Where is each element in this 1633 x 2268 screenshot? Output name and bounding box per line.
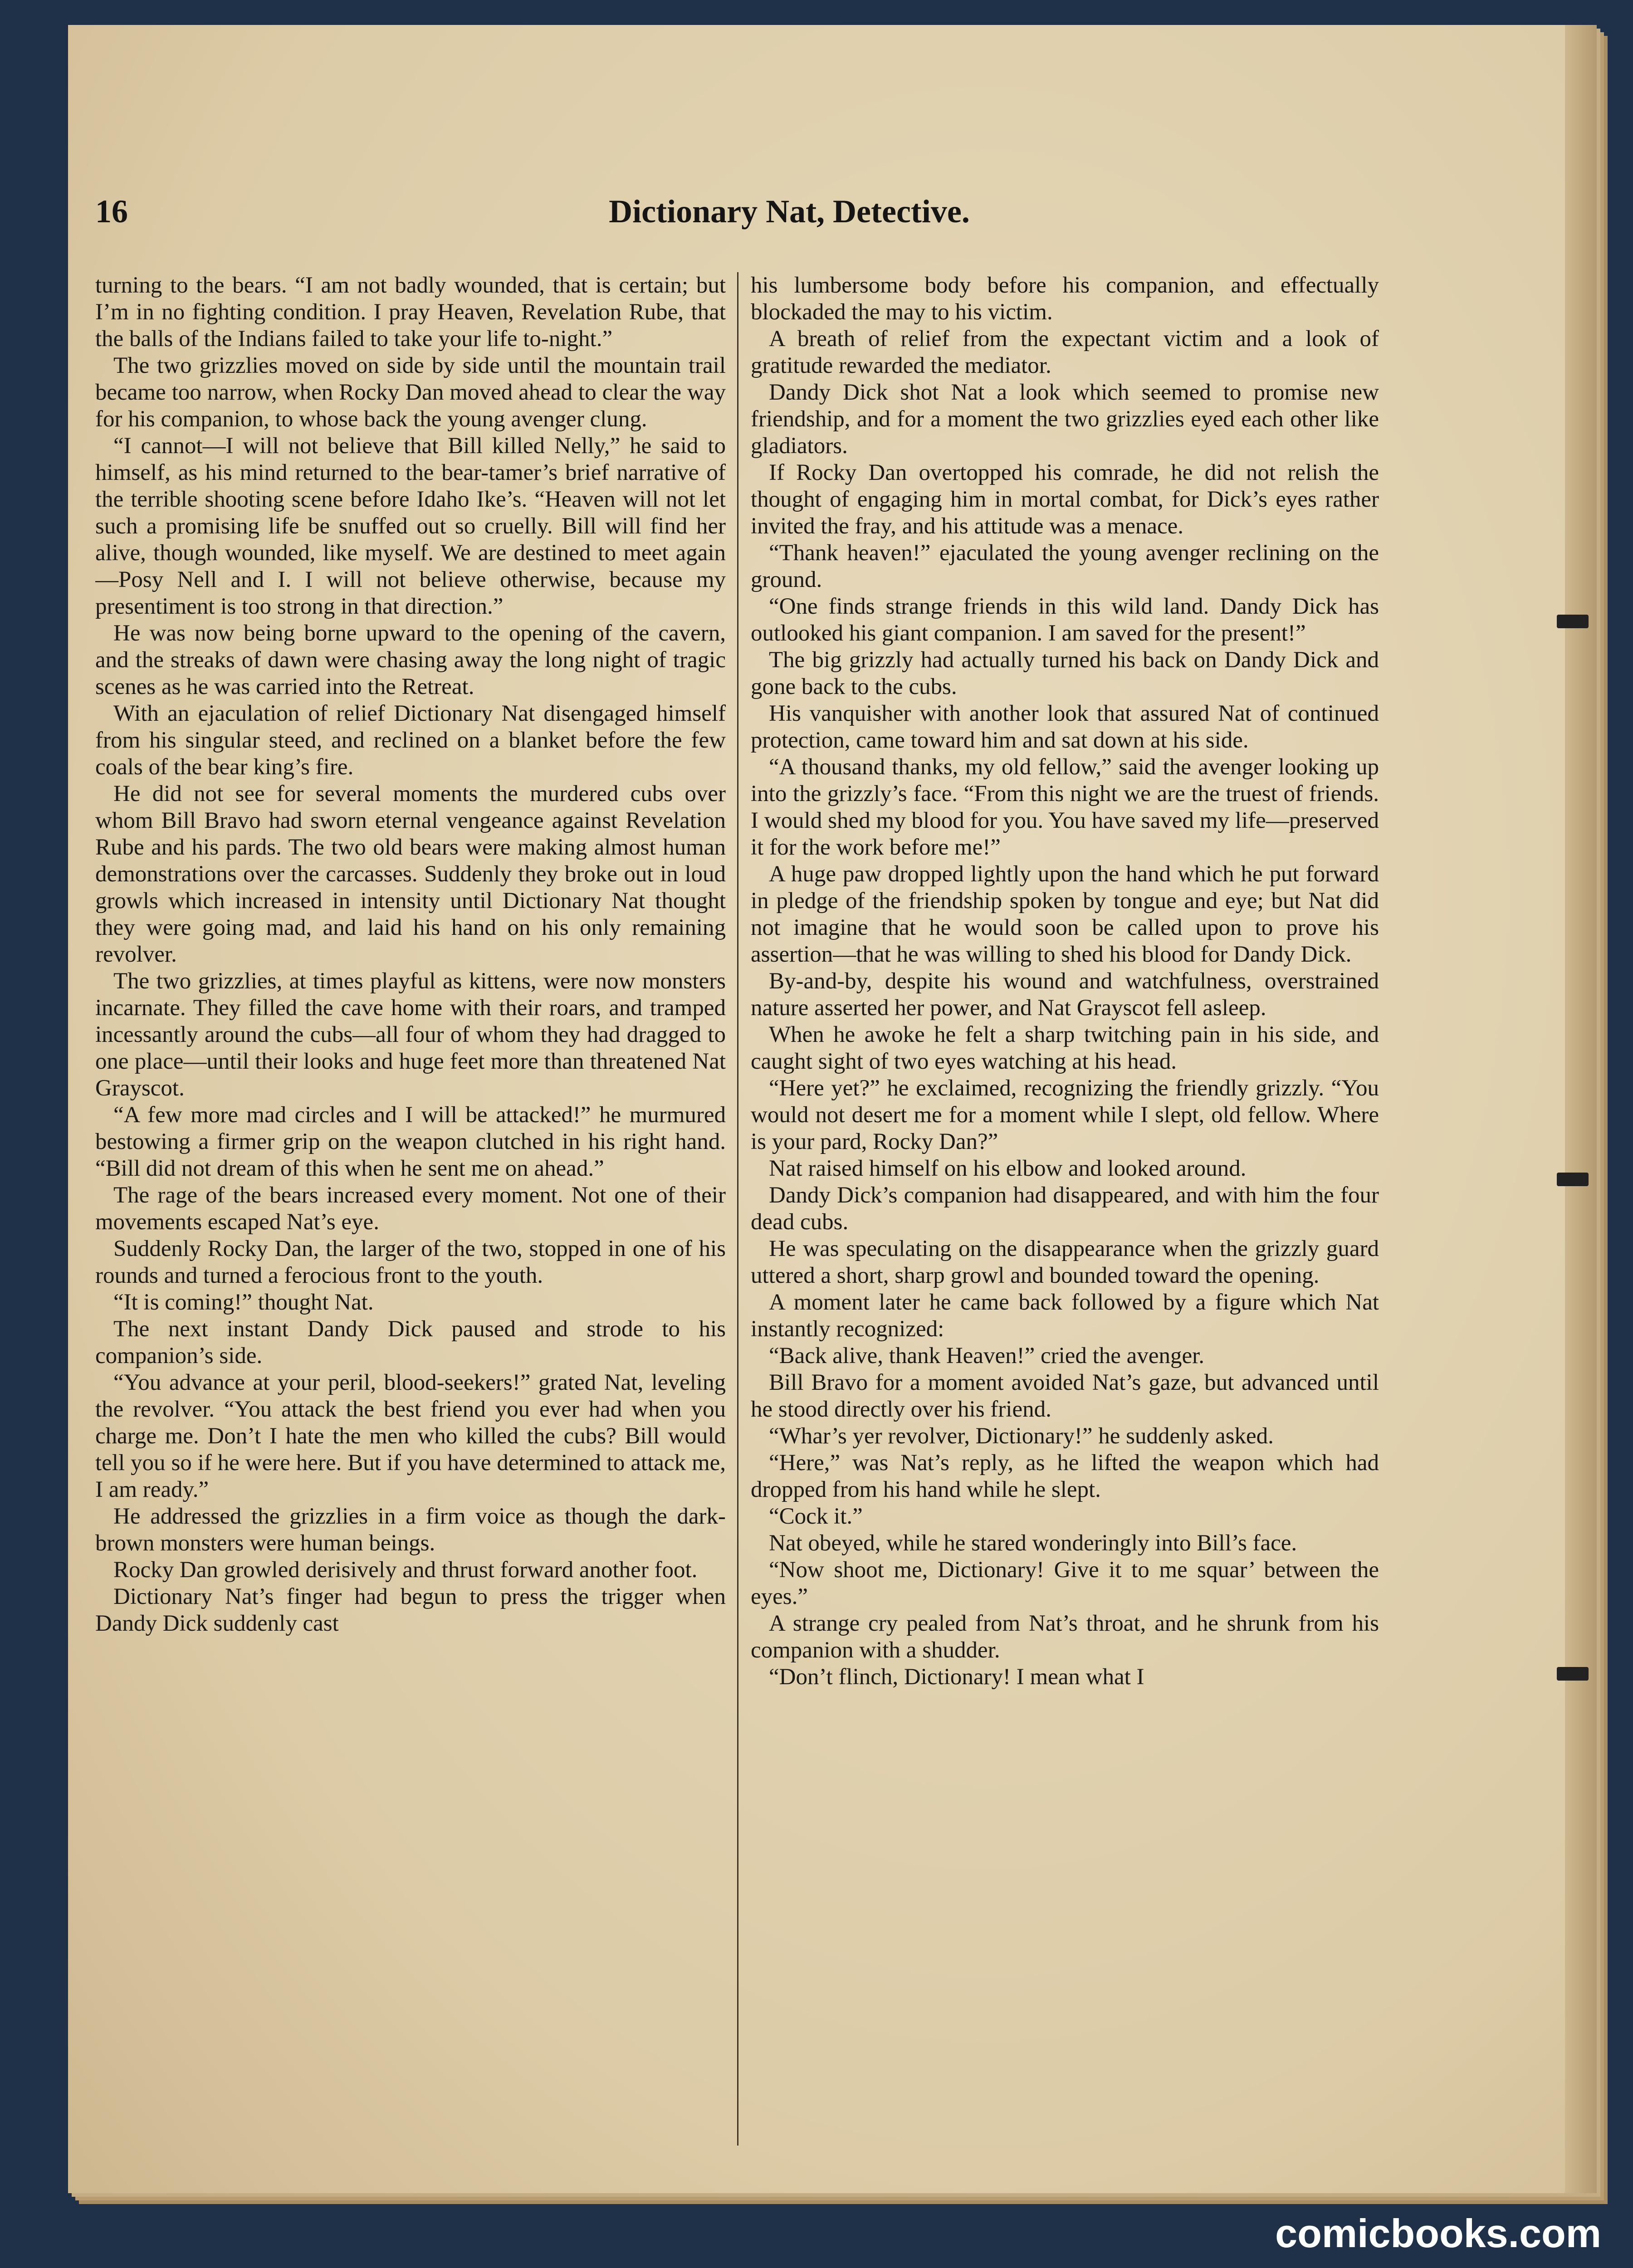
paragraph: “Cock it.” xyxy=(769,1504,863,1529)
paragraph: A strange cry pealed from Nat’s throat, and he shrunk from his companion with a shudder. xyxy=(751,1611,1379,1663)
text-column-left xyxy=(95,272,726,2155)
paragraph: “One finds strange friends in this wild land. Dandy Dick has outlooked his giant companion. I am saved for the present!” xyxy=(751,594,1379,646)
paragraph: Nat obeyed, while he stared wonderingly into Bill’s face. xyxy=(769,1530,1297,1556)
paragraph: “Now shoot me, Dictionary! Give it to me squar’ between the eyes.” xyxy=(751,1557,1379,1609)
column-rule xyxy=(737,272,738,2146)
paragraph: turning to the bears. “I am not badly wounded, that is certain; but I’m in no fighting condition. I pray Heaven, Revelation Rube, that the balls of the Indians failed to take your life to-night.” xyxy=(95,273,726,352)
paragraph: “I cannot—I will not believe that Bill killed Nelly,” he said to himself, as his mind returned to the bear-tamer’s brief narrative of the terrible shooting scene before Idaho Ike’s. “Heaven will not let such a promising life be snuffed out so cruelly. Bill will find her alive, though wounded, like myself. We are destined to meet again—Posy Nell and I. I will not believe otherwise, because my presentiment is too strong in that direction.” xyxy=(95,433,726,619)
paragraph: Nat raised himself on his elbow and looked around. xyxy=(769,1156,1247,1181)
page-number: 16 xyxy=(95,193,128,230)
paragraph: He was speculating on the disappearance when the grizzly guard uttered a short, sharp growl and bounded toward the opening. xyxy=(751,1236,1379,1288)
paragraph: The big grizzly had actually turned his back on Dandy Dick and gone back to the cubs. xyxy=(751,647,1379,699)
paragraph: “It is coming!” thought Nat. xyxy=(113,1290,374,1315)
binding-stitch xyxy=(1557,1173,1589,1186)
running-title: Dictionary Nat, Detective. xyxy=(609,193,970,230)
paragraph: his lumbersome body before his companion, and effectually blockaded the may to his victim. xyxy=(751,273,1379,325)
paragraph: Bill Bravo for a moment avoided Nat’s gaze, but advanced until he stood directly over his friend. xyxy=(751,1370,1379,1422)
paragraph: When he awoke he felt a sharp twitching pain in his side, and caught sight of two eyes watching at his head. xyxy=(751,1022,1379,1074)
paragraph: With an ejaculation of relief Dictionary Nat disengaged himself from his singular steed, and reclined on a blanket before the few coals of the bear king’s fire. xyxy=(95,701,726,780)
paragraph: “Here yet?” he exclaimed, recognizing the friendly grizzly. “You would not desert me for a moment while I slept, old fellow. Where is your pard, Rocky Dan?” xyxy=(751,1075,1379,1154)
paragraph: “You advance at your peril, blood-seekers!” grated Nat, leveling the revolver. “You attack the best friend you ever had when you charge me. Don’t I hate the men who killed the cubs? Bill would tell you so if he were here. But if you have determined to attack me, I am ready.” xyxy=(95,1370,726,1502)
paragraph: He was now being borne upward to the opening of the cavern, and the streaks of dawn were chasing away the long night of tragic scenes as he was carried into the Retreat. xyxy=(95,621,726,699)
page-binding xyxy=(1565,25,1597,2193)
paragraph: Dandy Dick shot Nat a look which seemed to promise new friendship, and for a moment the two grizzlies eyed each other like gladiators. xyxy=(751,380,1379,459)
paragraph: “Thank heaven!” ejaculated the young avenger reclining on the ground. xyxy=(751,540,1379,592)
binding-stitch xyxy=(1557,615,1589,628)
site-watermark: comicbooks.com xyxy=(1275,2211,1601,2256)
paragraph: Suddenly Rocky Dan, the larger of the two, stopped in one of his rounds and turned a ferocious front to the youth. xyxy=(95,1236,726,1288)
paragraph: The two grizzlies, at times playful as kittens, were now monsters incarnate. They filled the cave home with their roars, and tramped incessantly around the cubs—all four of whom they had dragged to one place—until their looks and huge feet more than threatened Nat Grayscot. xyxy=(95,968,726,1101)
paragraph: If Rocky Dan overtopped his comrade, he did not relish the thought of engaging him in mortal combat, for Dick’s eyes rather invited the fray, and his attitude was a menace. xyxy=(751,460,1379,539)
paragraph: A moment later he came back followed by a figure which Nat instantly recognized: xyxy=(751,1290,1379,1342)
paragraph: He addressed the grizzlies in a firm voice as though the dark-brown monsters were human beings. xyxy=(95,1504,726,1556)
paragraph: A huge paw dropped lightly upon the hand which he put forward in pledge of the friendship spoken by tongue and eye; but Nat did not imagine that he would soon be called upon to prove his assertion—that he was willing to shed his blood for Dandy Dick. xyxy=(751,861,1379,967)
paragraph: “Here,” was Nat’s reply, as he lifted the weapon which had dropped from his hand while he slept. xyxy=(751,1450,1379,1502)
paragraph: Dictionary Nat’s finger had begun to press the trigger when Dandy Dick suddenly cast xyxy=(95,1584,726,1636)
binding-stitch xyxy=(1557,1667,1589,1681)
text-column-right xyxy=(751,272,1379,2155)
paragraph: “A few more mad circles and I will be attacked!” he murmured bestowing a firmer grip on the weapon clutched in his right hand. “Bill did not dream of this when he sent me on ahead.” xyxy=(95,1102,726,1181)
paragraph: A breath of relief from the expectant victim and a look of gratitude rewarded the mediator. xyxy=(751,326,1379,378)
paragraph: The two grizzlies moved on side by side until the mountain trail became too narrow, when Rocky Dan moved ahead to clear the way for his companion, to whose back the young avenger clung. xyxy=(95,353,726,432)
paragraph: “A thousand thanks, my old fellow,” said the avenger looking up into the grizzly’s face. “From this night we are the truest of friends. I would shed my blood for you. You have saved my life—preserved it for the work before me!” xyxy=(751,754,1379,860)
paragraph: “Back alive, thank Heaven!” cried the avenger. xyxy=(769,1343,1205,1369)
paragraph: The rage of the bears increased every moment. Not one of their movements escaped Nat’s eye. xyxy=(95,1183,726,1235)
paragraph: Rocky Dan growled derisively and thrust forward another foot. xyxy=(113,1557,698,1583)
paragraph: “Whar’s yer revolver, Dictionary!” he suddenly asked. xyxy=(769,1423,1274,1449)
paragraph: Dandy Dick’s companion had disappeared, and with him the four dead cubs. xyxy=(751,1183,1379,1235)
page-header xyxy=(95,193,1374,243)
paragraph: By-and-by, despite his wound and watchfulness, overstrained nature asserted her power, and Nat Grayscot fell asleep. xyxy=(751,968,1379,1021)
paragraph: His vanquisher with another look that assured Nat of continued protection, came toward him and sat down at his side. xyxy=(751,701,1379,753)
paragraph: The next instant Dandy Dick paused and strode to his companion’s side. xyxy=(95,1316,726,1369)
paragraph: “Don’t flinch, Dictionary! I mean what I xyxy=(769,1664,1144,1690)
paragraph: He did not see for several moments the murdered cubs over whom Bill Bravo had sworn eternal vengeance against Revelation Rube and his pards. The two old bears were making almost human demonstrations over the carcasses. Suddenly they broke out in loud growls which increased in intensity until Dictionary Nat thought they were going mad, and laid his hand on his only remaining revolver. xyxy=(95,781,726,967)
